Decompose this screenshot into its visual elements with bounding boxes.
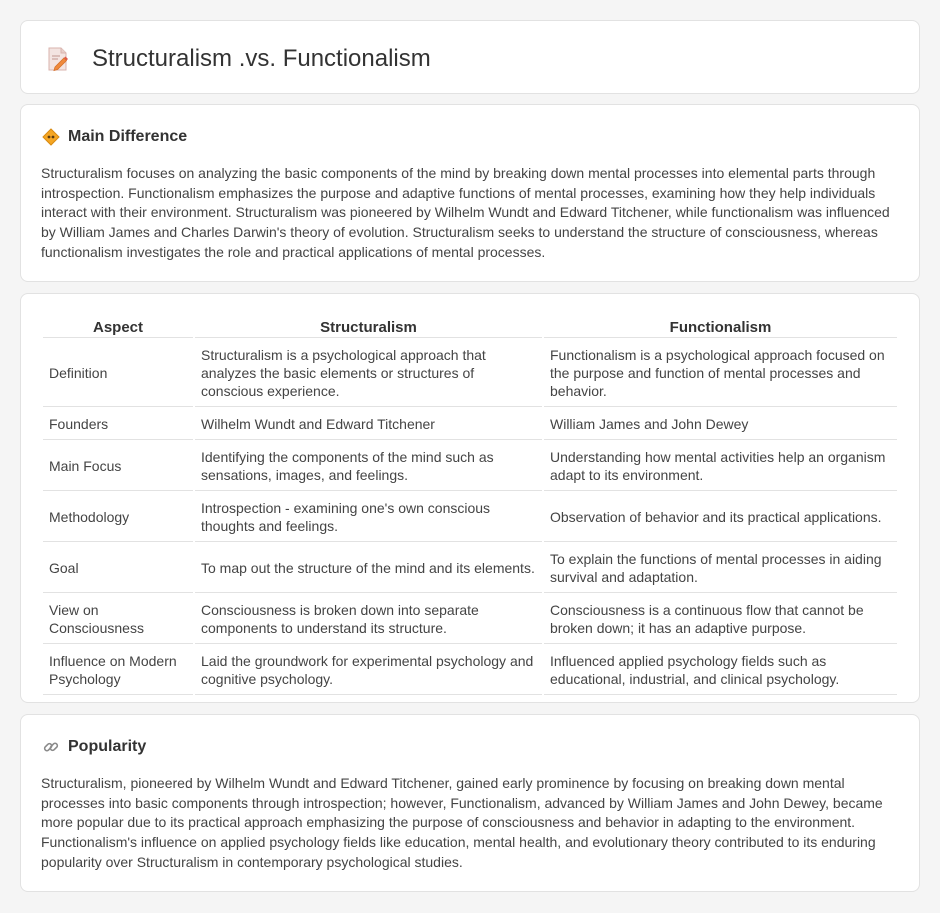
table-row [43, 409, 897, 440]
document-edit-icon [46, 46, 70, 72]
diamond-icon [42, 128, 60, 146]
table-row [43, 493, 897, 542]
cell-functionalism: Observation of behavior and its practical applications. [544, 493, 897, 542]
header-card [20, 20, 920, 94]
cell-aspect: View on Consciousness [43, 595, 193, 644]
main-difference-section [20, 104, 920, 282]
header-functionalism: Functionalism [544, 316, 897, 338]
popularity-title: Popularity [68, 738, 147, 755]
cell-structuralism: Consciousness is broken down into separate components to understand its structure. [195, 595, 542, 644]
table-row [43, 544, 897, 593]
cell-structuralism: Laid the groundwork for experimental psychology and cognitive psychology. [195, 646, 542, 695]
page-title: Structuralism .vs. Functionalism [92, 45, 431, 72]
cell-functionalism: Functionalism is a psychological approach focused on the purpose and function of mental processes and behavior. [544, 340, 897, 407]
header-aspect: Aspect [43, 316, 193, 338]
main-difference-text: Structuralism focuses on analyzing the basic components of the mind by breaking down mental processes into elemental parts through introspection. Functionalism emphasizes the purpose and adaptive functions of mental processes, examining how they help individuals interact with their environment. Structuralism was pioneered by Wilhelm Wundt and Edward Titchener, while functionalism was influenced by William James and Charles Darwin's theory of evolution. Structuralism seeks to understand the structure of consciousness, whereas functionalism investigates the role and practical applications of mental processes. [41, 165, 890, 260]
main-difference-heading [42, 127, 187, 147]
cell-aspect: Methodology [43, 493, 193, 542]
header-structuralism: Structuralism [195, 316, 542, 338]
link-icon [42, 738, 60, 756]
popularity-text: Structuralism, pioneered by Wilhelm Wundt and Edward Titchener, gained early prominence by focusing on breaking down mental processes into basic components through introspection; however, Functionalism, advanced by William James and John Dewey, became more popular due to its practical approach emphasizing the purpose of consciousness and behavior in adapting to the environment. Functionalism's influence on applied psychology fields like education, mental health, and evolutionary theory contributed to its enduring popularity over Structuralism in contemporary psychological studies. [41, 775, 883, 870]
cell-functionalism: William James and John Dewey [544, 409, 897, 440]
comparison-table [41, 314, 899, 697]
cell-structuralism: Structuralism is a psychological approach that analyzes the basic elements or structures of conscious experience. [195, 340, 542, 407]
popularity-section [20, 714, 920, 892]
popularity-heading [42, 737, 146, 757]
table-header-row [43, 316, 897, 338]
cell-structuralism: To map out the structure of the mind and its elements. [195, 544, 542, 593]
cell-functionalism: To explain the functions of mental processes in aiding survival and adaptation. [544, 544, 897, 593]
cell-functionalism: Influenced applied psychology fields such as educational, industrial, and clinical psychology. [544, 646, 897, 695]
cell-functionalism: Consciousness is a continuous flow that cannot be broken down; it has an adaptive purpose. [544, 595, 897, 644]
cell-functionalism: Understanding how mental activities help an organism adapt to its environment. [544, 442, 897, 491]
main-difference-title: Main Difference [68, 128, 188, 145]
table-row [43, 442, 897, 491]
table-row [43, 595, 897, 644]
cell-aspect: Founders [43, 409, 193, 440]
table-row [43, 646, 897, 695]
cell-aspect: Main Focus [43, 442, 193, 491]
cell-structuralism: Introspection - examining one's own conscious thoughts and feelings. [195, 493, 542, 542]
cell-structuralism: Identifying the components of the mind such as sensations, images, and feelings. [195, 442, 542, 491]
table-row [43, 340, 897, 407]
comparison-table-section [20, 293, 920, 703]
cell-aspect: Definition [43, 340, 193, 407]
cell-aspect: Goal [43, 544, 193, 593]
cell-aspect: Influence on Modern Psychology [43, 646, 193, 695]
cell-structuralism: Wilhelm Wundt and Edward Titchener [195, 409, 542, 440]
